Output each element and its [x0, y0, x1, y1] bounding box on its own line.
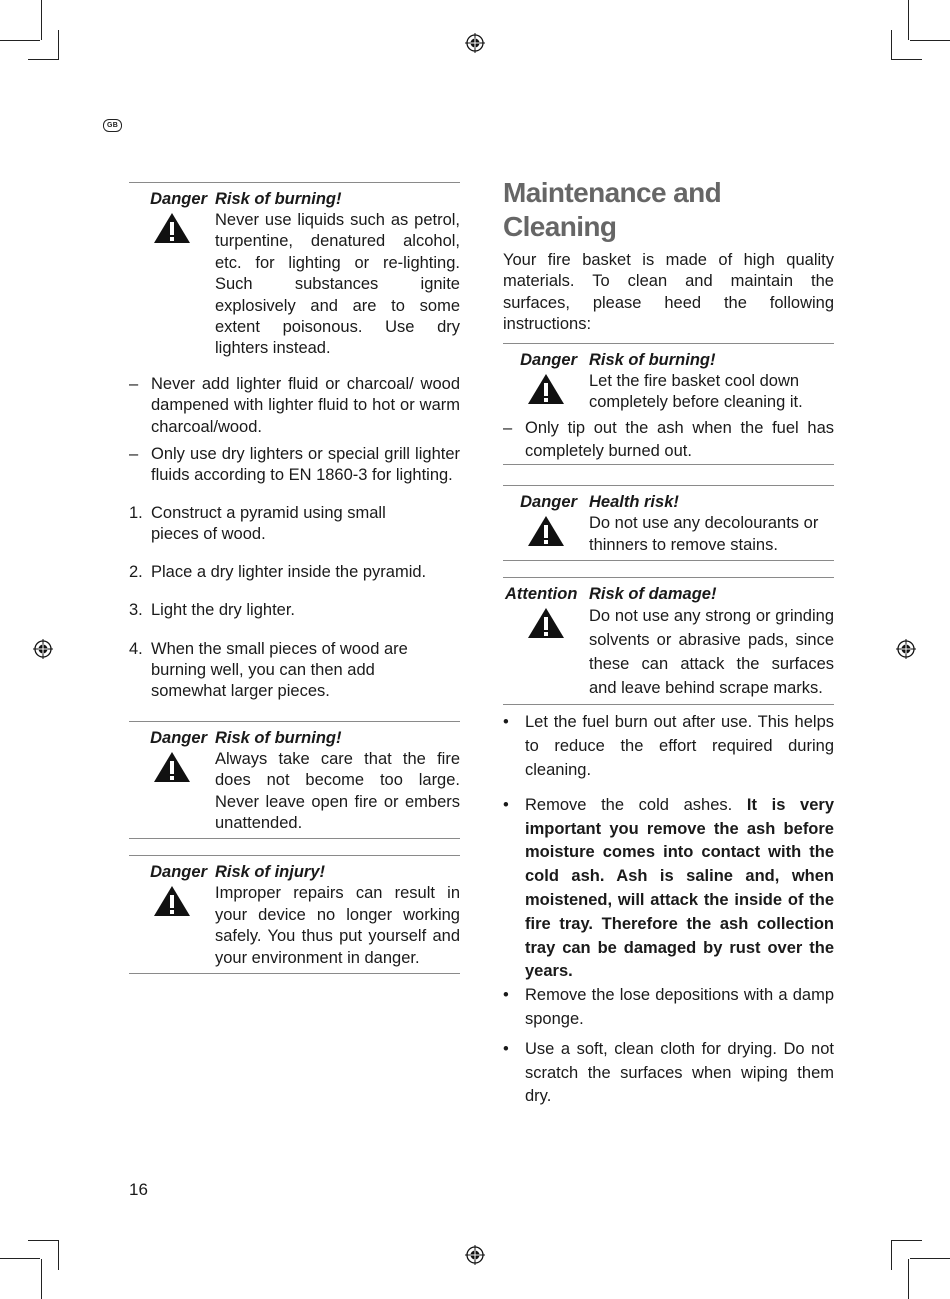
warning-text: Always take care that the fire does not become too large. Never leave open fire or embers unattended. — [215, 749, 460, 832]
warning-text: Do not use any decolourants or thinners to remove stains. — [589, 514, 819, 554]
warning-title: Risk of burning! — [215, 190, 342, 208]
warning-title: Risk of injury! — [215, 863, 326, 882]
warning-title: Health risk! — [589, 493, 679, 512]
warning-triangle-icon — [129, 883, 215, 969]
step-item: 1. Construct a pyramid using small pieces of wood. — [129, 503, 386, 544]
list-item: • Let the fuel burn out after use. This helps to reduce the effort required during cleaning. — [503, 713, 834, 780]
crop-mark — [891, 1240, 922, 1241]
list-item: – Only tip out the ash when the fuel has completely burned out. — [503, 419, 834, 461]
right-column — [503, 176, 834, 1109]
list-item: – Only use dry lighters or special grill lighter fluids according to EN 1860-3 for lighting. — [129, 445, 460, 485]
crop-mark — [0, 1258, 40, 1259]
warning-triangle-icon — [503, 371, 589, 414]
warning-type: Attention — [505, 585, 578, 604]
warning-type: Danger — [520, 350, 577, 369]
warning-type: Danger — [150, 728, 207, 747]
list-item: • Remove the cold ashes. It is very important you remove the ash before moisture comes into contact with the cold ash. Ash is saline and, when moistened, will attack the inside of the fire tray. Therefore the ash collection tray can be damaged by rust over the years. — [503, 795, 834, 981]
warning-text: Let the fire basket cool down completely before cleaning it. — [589, 371, 803, 412]
crop-mark — [908, 0, 909, 40]
crop-mark — [0, 40, 40, 41]
step-item: 4. When the small pieces of wood are burning well, you can then add somewhat larger pieces. — [129, 639, 408, 701]
crop-mark — [28, 1240, 59, 1241]
crop-mark — [891, 59, 922, 60]
warning-triangle-icon — [129, 749, 215, 835]
crop-mark — [41, 1259, 42, 1299]
warning-text: Do not use any strong or grinding solvents or abrasive pads, since these can attack the surfaces and leave behind scrape marks. — [589, 607, 834, 697]
warning-triangle-icon — [503, 513, 589, 556]
intro-paragraph: Your fire basket is made of high quality materials. To clean and maintain the surfaces, please heed the following instructions: — [503, 251, 834, 334]
warning-triangle-icon — [503, 605, 589, 700]
crop-mark — [891, 30, 892, 60]
list-item: • Remove the lose depositions with a damp sponge. — [503, 986, 834, 1028]
warning-title: Risk of burning! — [215, 728, 342, 747]
left-column — [129, 182, 460, 974]
crop-mark — [910, 40, 950, 41]
crop-mark — [28, 59, 59, 60]
registration-mark-icon — [465, 1245, 485, 1265]
crop-mark — [58, 1240, 59, 1270]
warning-title: Risk of damage! — [589, 585, 717, 604]
warning-box — [129, 721, 460, 840]
crop-mark — [891, 1240, 892, 1270]
crop-mark — [58, 30, 59, 60]
registration-mark-icon — [896, 639, 916, 659]
warning-type: Danger — [150, 190, 207, 208]
step-item: 3. Light the dry lighter. — [129, 601, 296, 620]
section-heading: Maintenance and Cleaning — [503, 177, 722, 242]
warning-title: Risk of burning! — [589, 350, 716, 369]
language-badge: GB — [103, 119, 122, 132]
warning-text: Improper repairs can result in your device no longer working safely. You thus put yourself and your environment in danger. — [215, 884, 460, 967]
warning-box — [129, 855, 460, 974]
step-item: 2. Place a dry lighter inside the pyramid. — [129, 562, 427, 581]
warning-type: Danger — [150, 863, 207, 882]
warning-type: Danger — [520, 493, 577, 512]
registration-mark-icon — [33, 639, 53, 659]
crop-mark — [41, 0, 42, 40]
warning-triangle-icon — [129, 210, 215, 360]
registration-mark-icon — [465, 33, 485, 53]
warning-box — [503, 485, 834, 561]
list-item: • Use a soft, clean cloth for drying. Do not scratch the surfaces when wiping them dry. — [503, 1039, 834, 1106]
warning-text: Never use liquids such as petrol, turpentine, denatured alcohol, etc. for lighting or re-lighting. Such substances ignite explosively and are to some extent poisonous. Use dry lighters instead. — [215, 211, 460, 358]
page-number: 16 — [129, 1180, 148, 1199]
warning-box — [503, 577, 834, 705]
warning-box — [503, 343, 834, 470]
list-item: – Never add lighter fluid or charcoal/ wood dampened with lighter fluid to hot or warm charcoal/wood. — [129, 374, 460, 436]
warning-box — [129, 182, 460, 364]
crop-mark — [908, 1259, 909, 1299]
crop-mark — [910, 1258, 950, 1259]
